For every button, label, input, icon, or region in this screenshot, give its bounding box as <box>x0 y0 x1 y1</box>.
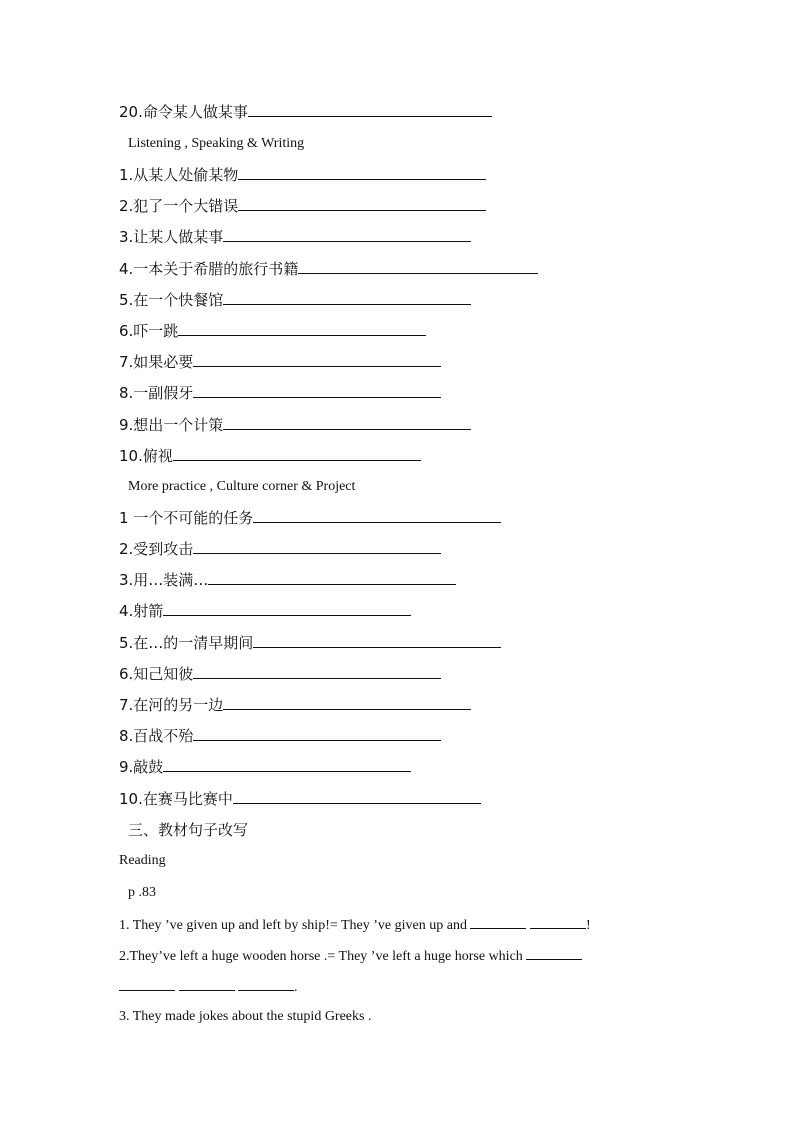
vocab-item <box>119 227 471 247</box>
answer-blank[interactable] <box>163 601 411 616</box>
vocab-label: 2.犯了一个大错误 <box>119 197 239 215</box>
answer-blank[interactable] <box>193 539 441 554</box>
answer-blank[interactable] <box>238 165 486 180</box>
answer-blank[interactable] <box>193 726 441 741</box>
vocab-label: 10.俯视 <box>119 447 173 465</box>
vocab-label: 3.让某人做某事 <box>119 228 224 246</box>
answer-blank[interactable] <box>248 102 492 117</box>
answer-blank[interactable] <box>530 914 586 929</box>
answer-blank[interactable] <box>253 633 501 648</box>
vocab-item <box>119 570 456 590</box>
answer-blank[interactable] <box>223 227 471 242</box>
answer-blank[interactable] <box>193 352 441 367</box>
vocab-item <box>119 196 486 216</box>
sentence-3: 3. They made jokes about the stupid Greeks . <box>119 1009 372 1024</box>
vocab-item <box>119 757 411 777</box>
answer-blank[interactable] <box>233 789 481 804</box>
sentence-2 <box>119 945 582 967</box>
answer-blank[interactable] <box>253 508 501 523</box>
vocab-label: 1 一个不可能的任务 <box>119 509 254 527</box>
vocab-label: 20.命令某人做某事 <box>119 103 248 121</box>
answer-blank[interactable] <box>223 290 471 305</box>
vocab-label: 3.用…装满… <box>119 571 209 589</box>
answer-blank[interactable] <box>208 570 456 585</box>
vocab-item <box>119 259 538 279</box>
sentence-2-continued <box>119 976 298 998</box>
vocab-label: 2.受到攻击 <box>119 540 194 558</box>
answer-blank[interactable] <box>193 664 441 679</box>
sentence-tail: ! <box>585 918 591 933</box>
vocab-item <box>119 415 471 435</box>
vocab-label: 7.如果必要 <box>119 353 194 371</box>
vocab-label: 4.一本关于希腊的旅行书籍 <box>119 260 299 278</box>
vocab-item <box>119 165 486 185</box>
answer-blank[interactable] <box>298 259 538 274</box>
vocab-label: 4.射箭 <box>119 602 164 620</box>
vocab-label: 5.在…的一清早期间 <box>119 634 254 652</box>
sentence-text: 2.They’ve left a huge wooden horse .= They ’ve left a huge horse which <box>119 949 523 964</box>
sentence-tail: . <box>294 980 298 995</box>
answer-blank[interactable] <box>223 695 471 710</box>
vocab-label: 5.在一个快餐馆 <box>119 291 224 309</box>
part-heading-sentence-rewrite: 三、教材句子改写 <box>128 821 249 839</box>
answer-blank[interactable] <box>223 415 471 430</box>
vocab-label: 10.在赛马比赛中 <box>119 790 233 808</box>
section-heading-more-practice: More practice , Culture corner & Project <box>128 479 356 494</box>
vocab-item <box>119 508 501 528</box>
answer-blank[interactable] <box>470 914 526 929</box>
vocab-label: 9.敲鼓 <box>119 758 164 776</box>
vocab-label: 6.知己知彼 <box>119 665 194 683</box>
answer-blank[interactable] <box>238 196 486 211</box>
vocab-item-20 <box>119 102 492 122</box>
vocab-item <box>119 446 421 466</box>
vocab-item <box>119 726 441 746</box>
answer-blank[interactable] <box>238 976 294 991</box>
answer-blank[interactable] <box>526 945 582 960</box>
vocab-label: 1.从某人处偷某物 <box>119 166 239 184</box>
answer-blank[interactable] <box>173 446 421 461</box>
vocab-label: 9.想出一个计策 <box>119 416 224 434</box>
answer-blank[interactable] <box>178 321 426 336</box>
vocab-item <box>119 601 411 621</box>
vocab-item <box>119 383 441 403</box>
vocab-item <box>119 789 481 809</box>
vocab-item <box>119 290 471 310</box>
vocab-label: 6.吓一跳 <box>119 322 179 340</box>
answer-blank[interactable] <box>179 976 235 991</box>
sentence-1 <box>119 914 591 936</box>
vocab-item <box>119 321 426 341</box>
vocab-item <box>119 539 441 559</box>
answer-blank[interactable] <box>193 383 441 398</box>
vocab-label: 8.一副假牙 <box>119 384 194 402</box>
vocab-item <box>119 695 471 715</box>
vocab-item <box>119 352 441 372</box>
page-reference: p .83 <box>128 885 156 900</box>
vocab-item <box>119 633 501 653</box>
vocab-item <box>119 664 441 684</box>
vocab-label: 7.在河的另一边 <box>119 696 224 714</box>
vocab-label: 8.百战不殆 <box>119 727 194 745</box>
section-heading-listening: Listening , Speaking & Writing <box>128 136 305 151</box>
sentence-text: 1. They ’ve given up and left by ship!= They ’ve given up and <box>119 918 467 933</box>
answer-blank[interactable] <box>163 757 411 772</box>
reading-label: Reading <box>119 853 166 868</box>
answer-blank[interactable] <box>119 976 175 991</box>
